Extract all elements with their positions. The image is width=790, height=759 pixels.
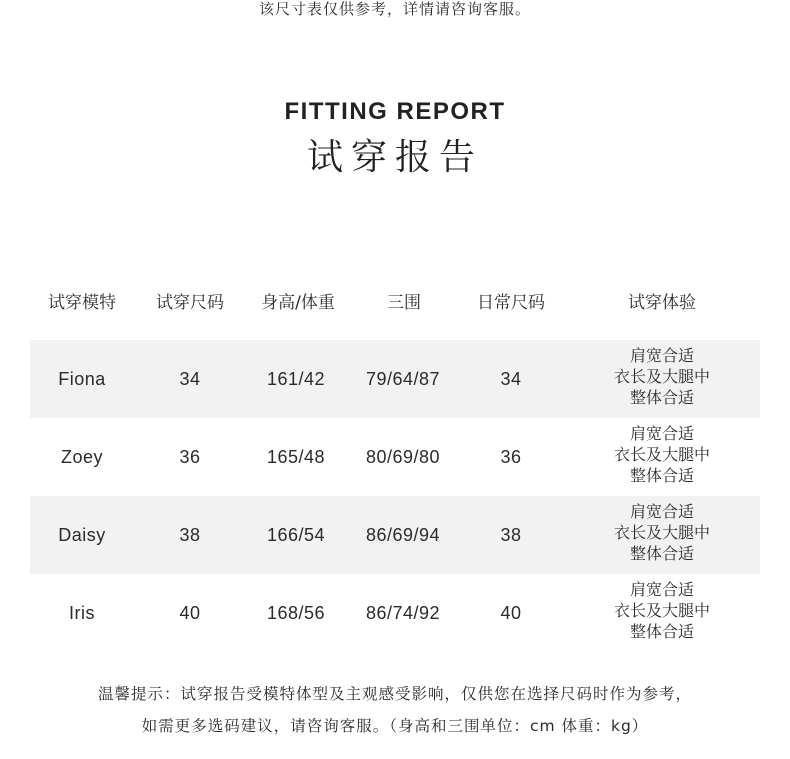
cell-experience [614, 345, 710, 408]
cell-try-size: 38 [179, 525, 201, 545]
table-row [30, 496, 760, 574]
cell-experience [614, 579, 710, 642]
table-header-row [30, 280, 760, 320]
cell-usual-size: 38 [500, 525, 522, 545]
cell-experience [614, 501, 710, 564]
fitting-tips [0, 678, 790, 742]
cell-try-size: 34 [179, 369, 201, 389]
experience-line: 衣长及大腿中 [613, 367, 711, 386]
cell-measurements: 86/69/94 [365, 525, 441, 545]
cell-usual-size: 36 [500, 447, 522, 467]
experience-line: 肩宽合适 [629, 502, 695, 521]
cell-experience [614, 423, 710, 486]
cell-height-weight: 168/56 [266, 603, 326, 623]
cell-model: Zoey [60, 447, 104, 467]
cell-height-weight: 165/48 [266, 447, 326, 467]
experience-line: 衣长及大腿中 [613, 445, 711, 464]
size-disclaimer: 该尺寸表仅供参考，详情请咨询客服。 [258, 0, 531, 18]
cell-measurements: 80/69/80 [365, 447, 441, 467]
tips-line-2: 如需更多选码建议，请咨询客服。（身高和三围单位：cm 体重：kg） [141, 717, 649, 735]
cell-try-size: 40 [179, 603, 201, 623]
experience-line: 整体合适 [629, 388, 695, 407]
experience-line: 肩宽合适 [629, 424, 695, 443]
header-experience: 试穿体验 [628, 293, 696, 313]
experience-line: 整体合适 [629, 466, 695, 485]
report-title-chinese: 试穿报告 [306, 137, 483, 178]
cell-height-weight: 166/54 [266, 525, 326, 545]
experience-line: 衣长及大腿中 [613, 601, 711, 620]
cell-measurements: 86/74/92 [365, 603, 441, 623]
cell-usual-size: 40 [500, 603, 522, 623]
experience-line: 肩宽合适 [629, 580, 695, 599]
table-row [30, 340, 760, 418]
cell-measurements: 79/64/87 [365, 369, 441, 389]
table-row [30, 418, 760, 496]
fitting-report-table [30, 280, 760, 641]
header-height-weight: 身高/体重 [261, 293, 335, 313]
table-body [30, 340, 760, 652]
cell-height-weight: 161/42 [266, 369, 326, 389]
experience-line: 衣长及大腿中 [613, 523, 711, 542]
header-try-size: 试穿尺码 [156, 293, 224, 313]
report-title-english: FITTING REPORT [284, 98, 506, 125]
header-usual-size: 日常尺码 [477, 293, 545, 313]
header-measurements: 三围 [387, 293, 421, 313]
cell-model: Fiona [58, 369, 106, 389]
experience-line: 肩宽合适 [629, 346, 695, 365]
experience-line: 整体合适 [629, 622, 695, 641]
cell-try-size: 36 [179, 447, 201, 467]
experience-line: 整体合适 [629, 544, 695, 563]
table-row [30, 574, 760, 652]
tips-line-1: 温馨提示：试穿报告受模特体型及主观感受影响，仅供您在选择尺码时作为参考， [97, 685, 692, 703]
cell-model: Daisy [58, 525, 106, 545]
cell-usual-size: 34 [500, 369, 522, 389]
cell-model: Iris [69, 603, 95, 623]
header-model: 试穿模特 [48, 293, 116, 313]
